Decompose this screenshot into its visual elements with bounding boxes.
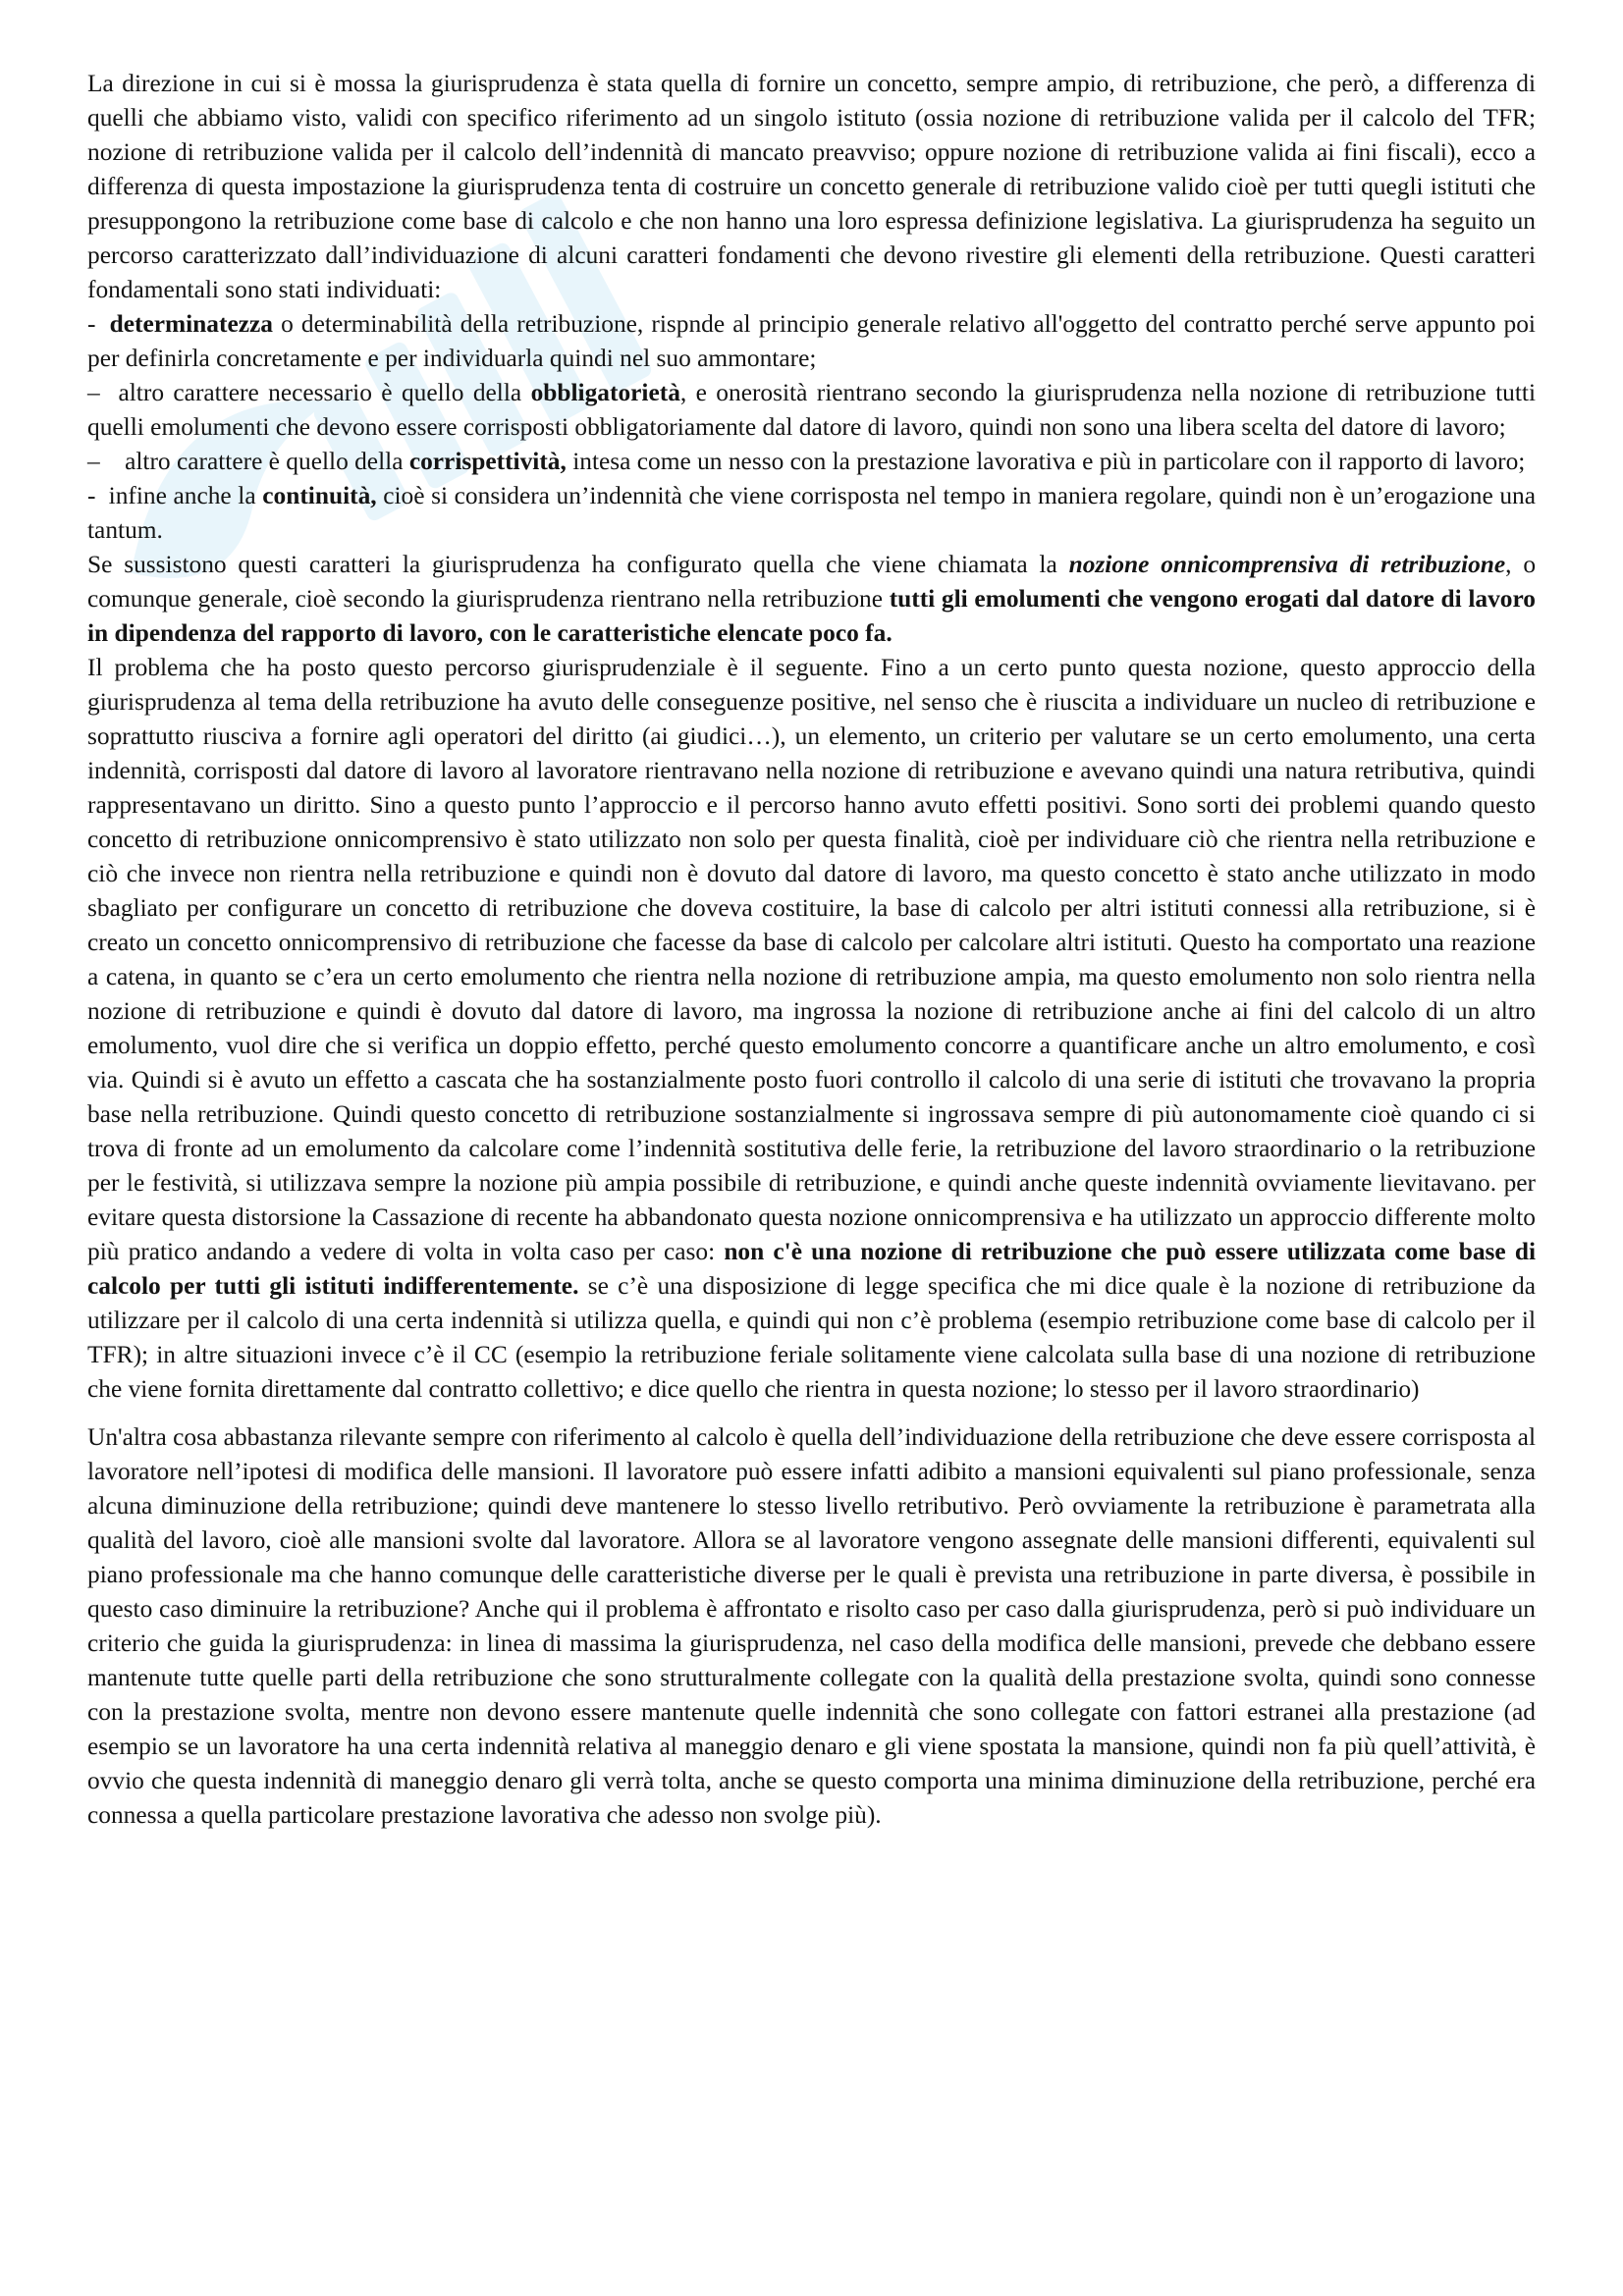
nozione-paragraph: Se sussistono questi caratteri la giurisprudenza ha configurato quella che viene chiamata la nozione onnicomprensiva di retribuzione, o comunque generale, cioè secondo la giurisprudenza rientrano nella retribuzione tutti gli emolumenti che vengono erogati dal datore di lavoro in dipendenza del rapporto di lavoro, con le caratteristiche elencate poco fa. bbox=[87, 551, 1537, 647]
list-item-obbligatorieta: – altro carattere necessario è quello della obbligatorietà, e onerosità rientrano secondo la giurisprudenza nella nozione di retribuzione tutti quelli emolumenti che devono essere corrisposti obbligatoriamente dal datore di lavoro, quindi non sono una libera scelta del datore di lavoro; bbox=[87, 379, 1537, 441]
intro-paragraph: La direzione in cui si è mossa la giurisprudenza è stata quella di fornire un concetto, sempre ampio, di retribuzione, che però, a differenza di quelli che abbiamo visto, validi con specifico riferimento ad un singolo istituto (ossia nozione di retribuzione valida per il calcolo del TFR; nozione di retribuzione valida per il calcolo dell’indennità di mancato preavviso; oppure nozione di retribuzione valida ai fini fiscali), ecco a differenza di questa impostazione la giurisprudenza tenta di costruire un concetto generale di retribuzione valido cioè per tutti quegli istituti che presuppongono la retribuzione come base di calcolo e che non hanno una loro espressa definizione legislativa. La giurisprudenza ha seguito un percorso caratterizzato dall’individuazione di alcuni caratteri fondamenti che devono rivestire gli elementi della retribuzione. Questi caratteri fondamentali sono stati individuati: bbox=[87, 70, 1536, 303]
list-item-continuita: - infine anche la continuità, cioè si considera un’indennità che viene corrisposta nel tempo in maniera regolare, quindi non è un’erogazione una tantum. bbox=[87, 482, 1536, 544]
mansioni-paragraph: Un'altra cosa abbastanza rilevante sempre con riferimento al calcolo è quella dell’individuazione della retribuzione che deve essere corrisposta al lavoratore nell’ipotesi di modifica delle mansioni. Il lavoratore può essere infatti adibito a mansioni equivalenti sul piano professionale, senza alcuna diminuzione della retribuzione; quindi deve mantenere lo stesso livello retributivo. Però ovviamente la retribuzione è parametrata alla qualità del lavoro, cioè alle mansioni svolte dal lavoratore. Allora se al lavoratore vengono assegnate delle mansioni differenti, equivalenti sul piano professionale ma che hanno comunque delle caratteristiche diverse per le quali è prevista una retribuzione in parte diversa, è possibile in questo caso diminuire la retribuzione? Anche qui il problema è affrontato e risolto caso per caso dalla giurisprudenza, però si può individuare un criterio che guida la giurisprudenza: in linea di massima la giurisprudenza, nel caso della modifica delle mansioni, prevede che debbano essere mantenute tutte quelle parti della retribuzione che sono strutturalmente collegate con la qualità della prestazione svolta, quindi sono connesse con la prestazione svolta, mentre non devono essere mantenute quelle indennità che sono collegate con fattori estranei alla prestazione (ad esempio se un lavoratore ha una certa indennità relativa al maneggio denaro e gli viene spostata la mansione, quindi non fa più quell’attività, è ovvio che questa indennità di maneggio denaro gli verrà tolta, anche se questo comporta una minima diminuzione della retribuzione, perché era connessa a quella particolare prestazione lavorativa che adesso non svolge più). bbox=[87, 1423, 1536, 1829]
list-item-determinatezza: - determinatezza o determinabilità della retribuzione, rispnde al principio generale relativo all'oggetto del contratto perché serve appunto poi per definirla concretamente e per individuarla quindi nel suo ammontare; bbox=[87, 310, 1536, 372]
list-item-corrispettivita: – altro carattere è quello della corrispettività, intesa come un nesso con la prestazione lavorativa e più in particolare con il rapporto di lavoro; bbox=[87, 448, 1526, 475]
problema-paragraph: Il problema che ha posto questo percorso giurisprudenziale è il seguente. Fino a un certo punto questa nozione, questo approccio della giurisprudenza al tema della retribuzione ha avuto delle conseguenze positive, nel senso che è riuscita a individuare un nucleo di retribuzione e soprattutto riusciva a fornire agli operatori del diritto (ai giudici…), un elemento, un criterio per valutare se un certo emolumento, una certa indennità, corrisposti dal datore di lavoro al lavoratore rientravano nella nozione di retribuzione e avevano quindi una natura retributiva, quindi rappresentavano un diritto. Sino a questo punto l’approccio e il percorso hanno avuto effetti positivi. Sono sorti dei problemi quando questo concetto di retribuzione onnicomprensivo è stato utilizzato non solo per questa finalità, cioè per individuare ciò che rientra nella retribuzione e ciò che invece non rientra nella retribuzione e quindi non è dovuto dal datore di lavoro, ma questo concetto è stato anche utilizzato in modo sbagliato per configurare un concetto di retribuzione che doveva costituire, la base di calcolo per altri istituti connessi alla retribuzione, si è creato un concetto onnicomprensivo di retribuzione che facesse da base di calcolo per calcolare altri istituti. Questo ha comportato una reazione a catena, in quanto se c’era un certo emolumento che rientra nella nozione di retribuzione ampia, ma questo emolumento non solo rientra nella nozione di retribuzione e quindi è dovuto dal datore di lavoro, ma ingrossa la nozione di retribuzione anche ai fini del calcolo di un altro emolumento, vuol dire che si verifica un doppio effetto, perché questo emolumento concorre a quantificare anche un altro emolumento, e così via. Quindi si è avuto un effetto a cascata che ha sostanzialmente posto fuori controllo il calcolo di una serie di istituti che trovavano la propria base nella retribuzione. Quindi questo concetto di retribuzione sostanzialmente si ingrossava sempre di più autonomamente cioè quando ci si trova di fronte ad un emolumento da calcolare come l’indennità sostitutiva delle ferie, la retribuzione del lavoro straordinario o la retribuzione per le festività, si utilizzava sempre la nozione più ampia possibile di retribuzione, e quindi anche queste indennità ovviamente lievitavano. per evitare questa distorsione la Cassazione di recente ha abbandonato questa nozione onnicomprensiva e ha utilizzato un approccio differente molto più pratico andando a vedere di volta in volta caso per caso: non c'è una nozione di retribuzione che può essere utilizzata come base di calcolo per tutti gli istituti indifferentemente. se c’è una disposizione di legge specifica che mi dice quale è la nozione di retribuzione da utilizzare per il calcolo di una certa indennità si utilizza quella, e quindi qui non c’è problema (esempio retribuzione come base di calcolo per il TFR); in altre situazioni invece c’è il CC (esempio la retribuzione feriale solitamente viene calcolata sulla base di una nozione di retribuzione che viene fornita direttamente dal contratto collettivo; e dice quello che rientra in questa nozione; lo stesso per il lavoro straordinario) bbox=[87, 654, 1537, 1403]
document-page bbox=[87, 67, 1536, 1833]
